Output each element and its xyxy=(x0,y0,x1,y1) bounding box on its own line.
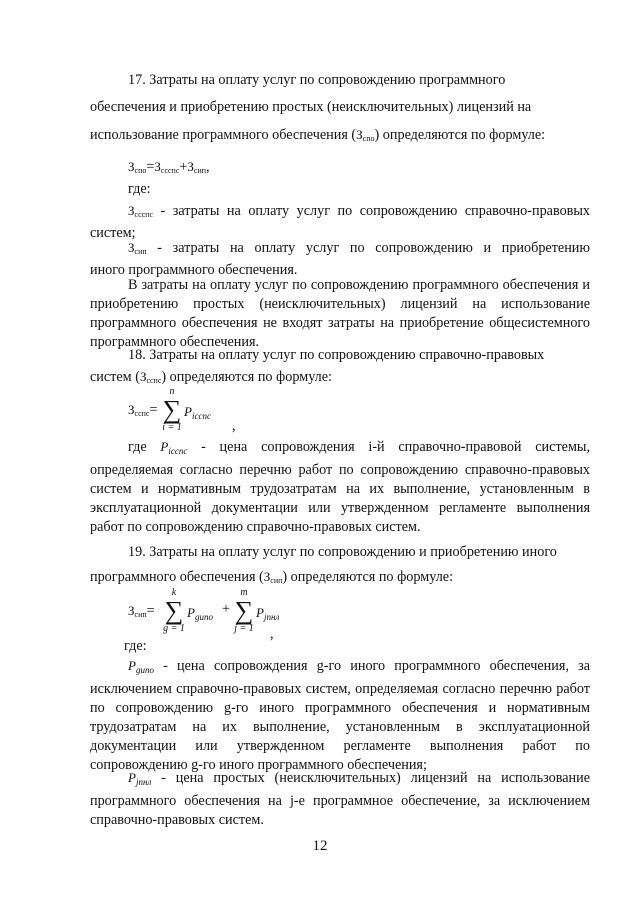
item19-line1: 19. Затраты на оплату услуг по сопровождению и приобретению иного xyxy=(128,544,557,560)
item18-line2: систем $(З_{сспс})$ определяются по формуле: xyxy=(90,369,332,385)
definition-p-gipo: $P_{gипо}$ - цена сопровождения g-го иного программного обеспечения, за исключением справочно-правовых систем, определяемая согласно перечню работ по сопровождению g-го иного программного обеспечения и нормативным трудозатратам на их выполнение, установленным в эксплуатационной документации или утвержденном регламенте выполнения работ по сопровождению g-го иного программного обеспечения; xyxy=(90,658,591,773)
item17-line1: 17. Затраты на оплату услуг по сопровождению программного xyxy=(128,72,506,88)
item18-line1: 18. Затраты на оплату услуг по сопровождению справочно-правовых xyxy=(128,347,545,363)
definition-p-ssps: где $P_{iсспс}$ - цена сопровождения i-й справочно-правовой системы, определяемая согласно перечню работ по сопровождению справочно-правовых систем и нормативным трудозатратам на их выполнение, установленным в эксплуатационной документации или утвержденном регламенте выполнения работ по сопровождению справочно-правовых систем. xyxy=(90,439,590,535)
item17-note: В затраты на оплату услуг по сопровождению программного обеспечения и приобретению простых (неисключительных) лицензий на использование программного обеспечения не входят затраты на приобретение общесистемного программного обеспечения. xyxy=(90,277,590,350)
sum-sign-j: m ∑ j = 1 xyxy=(234,587,254,634)
formula-z-spo: $З_{спо}=З_{ссспс}+З_{сип}$, xyxy=(128,159,210,175)
item19-line2: программного обеспечения $(З_{сип})$ определяются по формуле: xyxy=(90,569,454,585)
definition-p-jpnl: $P_{jпнл}$ - цена простых (неисключительных) лицензий на использование программного обеспечения на j-е программное обеспечение, за исключением справочно-правовых систем. xyxy=(90,770,590,828)
page-number: 12 xyxy=(312,838,328,854)
symbol-z-spo: $З_{спо}$ xyxy=(356,127,375,143)
where-label-17: где: xyxy=(128,181,151,197)
definition-z-ssps: $З_{ссспс}$ - затраты на оплату услуг по сопровождению справочно-правовых систем; xyxy=(90,203,590,241)
item17-line3: использование программного обеспечения $(З_{спо})$ определяются по формуле: xyxy=(90,127,546,143)
document-page: 17. Затраты на оплату услуг по сопровождению программного обеспечения и приобретению простых (неисключительных) лицензий на использование программного обеспечения $(З_{спо})$ определяются по формуле: $З_{спо}=З_{ссспс}+З_{сип}$, где: $З_{ссспс}$ - затраты на оплату услуг по сопровождению справочно-правовых систем; $З_{сип}$ - затраты на оплату услуг по сопровождению и приобретению иного программного обеспечения. В затраты на оплату услуг по сопровождению программного обеспечения и приобретению простых (неисключительных) лицензий на использование программного обеспечения не входят затраты на приобретение общесистемного программного обеспечения. 18. Затраты на оплату услуг по сопровождению справочно-правовых систем $(З_{сспс})$ определяются по формуле: $З_{сспс}=$ n ∑ i = 1 $P_{iсспс}$ , где $P_{iсспс}$ - цена сопровождения i-й справочно-правовой системы, определяемая согласно перечню работ по сопровождению справочно-правовых систем и нормативным трудозатратам на их выполнение, установленным в эксплуатационной документации или утвержденном регламенте выполнения работ по сопровождению справочно-правовых систем. 19. Затраты на оплату услуг по сопровождению и приобретению иного программного обеспечения $(З_{сип})$ определяются по формуле: $З_{сип}=$ k ∑ g = 1 $P_{gипо}$ + m ∑ j = 1 $P_{jпнл}$ , где: $P_{gипо}$ - цена сопровождения g-го иного программного обеспечения, за исключением справочно-правовых систем, определяемая согласно перечню работ по сопровождению g-го иного программного обеспечения и нормативным трудозатратам на их выполнение, установленным в эксплуатационной документации или утвержденном регламенте выполнения работ по сопровождению g-го иного программного обеспечения; $P_{jпнл}$ - цена простых (неисключительных) лицензий на использование программного обеспечения на j-е программное обеспечение, за исключением справочно-правовых систем. 12 xyxy=(0,0,640,905)
symbol-z-ssps: $З_{сспс}$ xyxy=(139,369,162,385)
sum-sign-g: k ∑ g = 1 xyxy=(163,587,185,634)
where-label-19: где: xyxy=(124,638,147,654)
sum-sign-i: n ∑ i = 1 xyxy=(162,386,182,433)
symbol-z-sip: $З_{сип}$ xyxy=(263,569,283,585)
item17-line2: обеспечения и приобретению простых (неисключительных) лицензий на xyxy=(90,99,532,115)
definition-z-sip: $З_{сип}$ - затраты на оплату услуг по сопровождению и приобретению иного программного обеспечения. xyxy=(90,240,590,278)
